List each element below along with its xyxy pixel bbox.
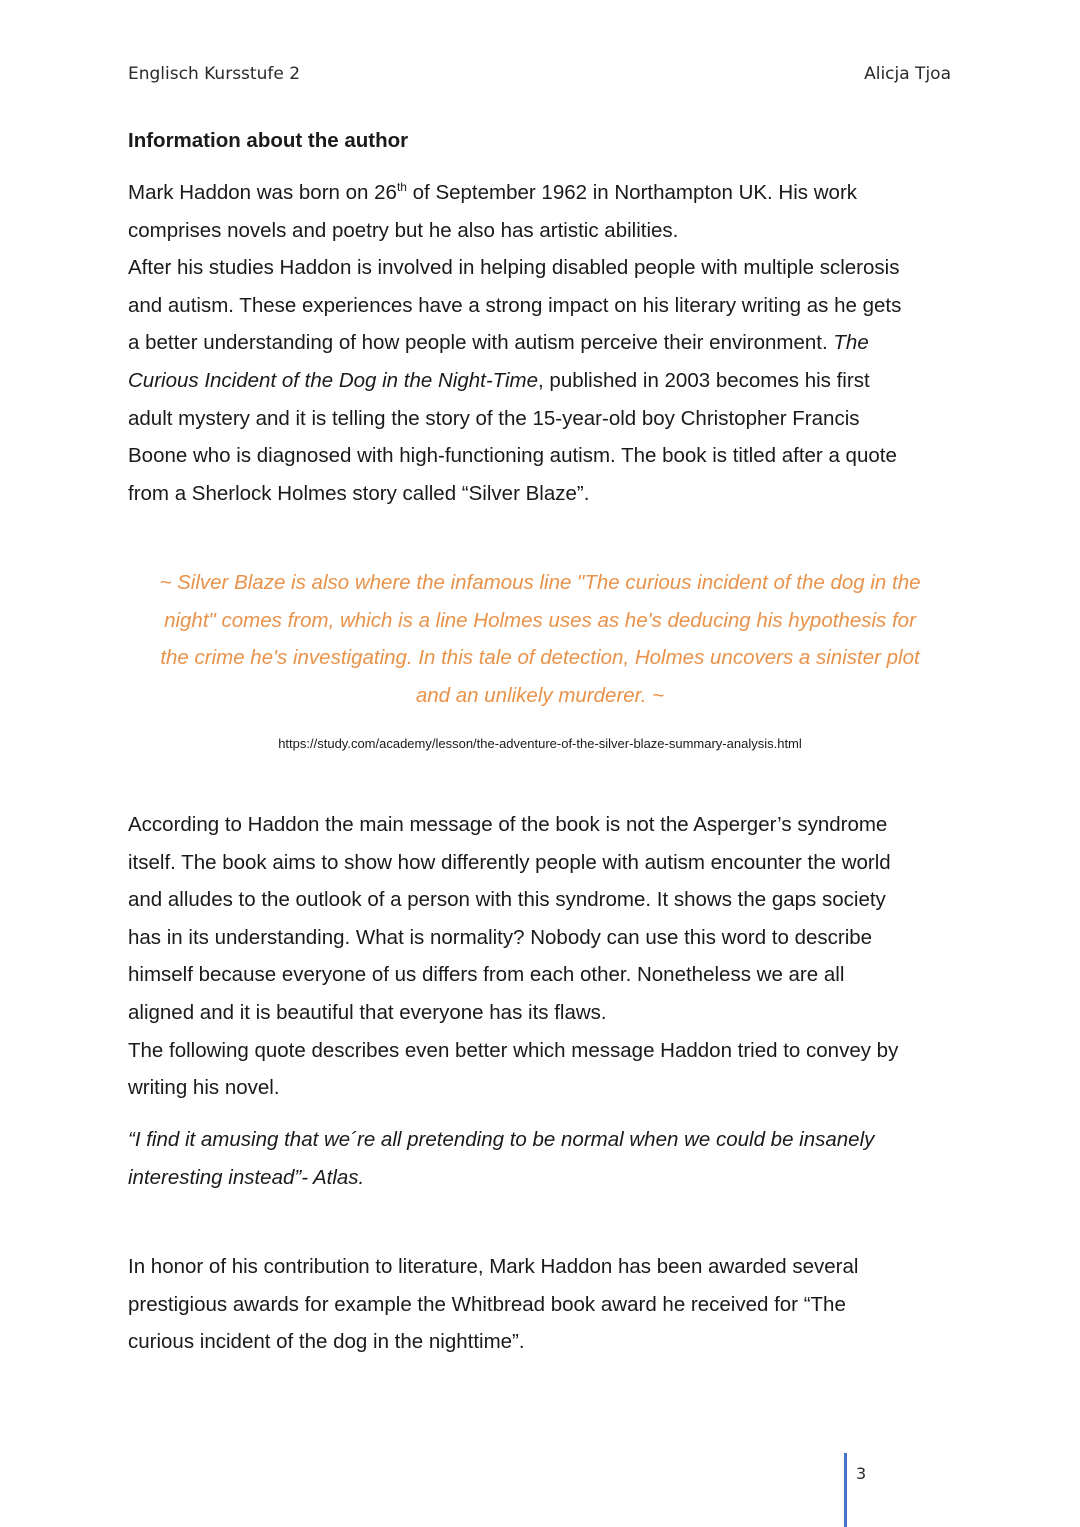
page-number: 3 (856, 1464, 867, 1483)
quote-line: night" comes from, which is a line Holmes uses as he's deducing his hypothesis for (164, 608, 916, 632)
text-line: Mark Haddon was born on 26th of September 1962 in Northampton UK. His work (128, 180, 858, 204)
paragraph-awards (128, 1248, 968, 1361)
header-author: Alicja Tjoa (864, 64, 951, 84)
text-line: Boone who is diagnosed with high-functioning autism. The book is titled after a quote (128, 444, 897, 468)
text-line: prestigious awards for example the Whitbread book award he received for “The (128, 1292, 846, 1316)
text-line: According to Haddon the main message of the book is not the Asperger’s syndrome (128, 813, 888, 836)
quote-line: “I find it amusing that we´re all pretending to be normal when we could be insanely (128, 1128, 875, 1151)
text-line: aligned and it is beautiful that everyone has its flaws. (128, 1000, 607, 1024)
atlas-quote (128, 1121, 874, 1196)
text-line: curious incident of the dog in the nighttime”. (128, 1330, 525, 1354)
text-line: himself because everyone of us differs from each other. Nonetheless we are all (128, 963, 845, 987)
text-line: Curious Incident of the Dog in the Night-Time, published in 2003 becomes his first (128, 368, 870, 392)
text-line: The following quote describes even better which message Haddon tried to convey by (128, 1038, 899, 1062)
text-line: In honor of his contribution to literature, Mark Haddon has been awarded several (128, 1255, 859, 1278)
text-line: and alludes to the outlook of a person with this syndrome. It shows the gaps society (128, 888, 886, 912)
section-heading: Information about the author (128, 129, 409, 152)
source-url: https://study.com/academy/lesson/the-adventure-of-the-silver-blaze-summary-analysis.html (278, 736, 802, 751)
text-line: adult mystery and it is telling the story of the 15-year-old boy Christopher Francis (128, 406, 860, 430)
text-line: comprises novels and poetry but he also has artistic abilities. (128, 218, 679, 242)
quote-line: the crime he's investigating. In this tale of detection, Holmes uncovers a sinister plot (160, 646, 920, 670)
quote-line: interesting instead”- Atlas. (128, 1165, 365, 1189)
text-line: has in its understanding. What is normality? Nobody can use this word to describe (128, 925, 873, 949)
quote-line: ~ Silver Blaze is also where the infamous line "The curious incident of the dog in the (159, 571, 921, 594)
paragraph-author-bio (128, 174, 968, 512)
text-line: a better understanding of how people with autism perceive their environment. The (128, 331, 869, 355)
text-line: from a Sherlock Holmes story called “Silver Blaze”. (128, 481, 590, 505)
paragraph-main-message (128, 806, 968, 1107)
text-line: itself. The book aims to show how differently people with autism encounter the world (128, 850, 891, 874)
page-number-divider (844, 1453, 847, 1527)
text-line: writing his novel. (128, 1076, 280, 1100)
header-course: Englisch Kursstufe 2 (128, 64, 301, 84)
silver-blaze-quote (128, 564, 952, 714)
text-line: and autism. These experiences have a strong impact on his literary writing as he gets (128, 293, 902, 317)
quote-line: and an unlikely murderer. ~ (415, 683, 665, 707)
text-line: After his studies Haddon is involved in helping disabled people with multiple sclerosis (128, 256, 900, 280)
